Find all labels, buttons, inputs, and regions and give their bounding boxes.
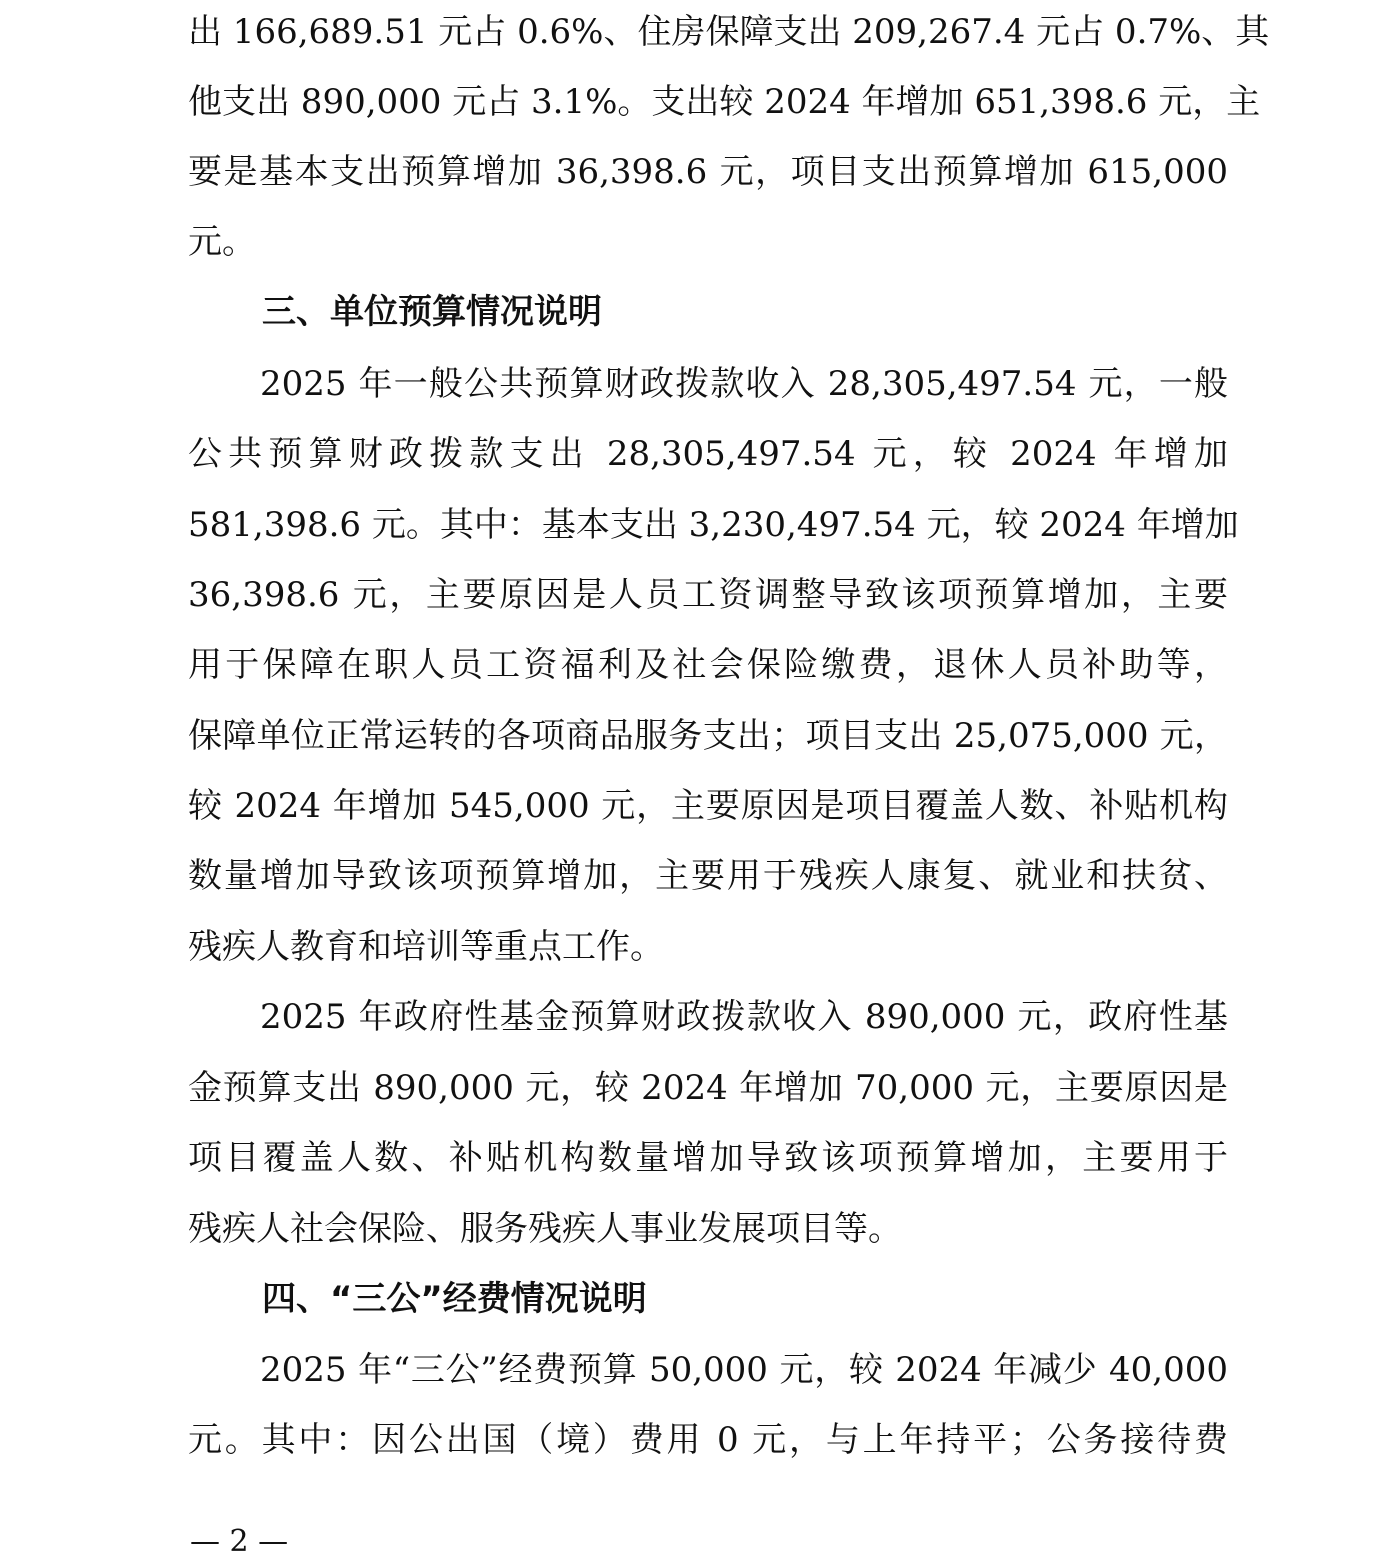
body-text-line: 36,398.6 元，主要原因是人员工资调整导致该项预算增加，主要 — [188, 575, 1228, 615]
body-text-line: 残疾人社会保险、服务残疾人事业发展项目等。 — [188, 1209, 902, 1249]
body-text-line: 2025 年一般公共预算财政拨款收入 28,305,497.54 元，一般 — [260, 364, 1228, 404]
body-text-line: 2025 年政府性基金预算财政拨款收入 890,000 元，政府性基 — [260, 997, 1228, 1037]
page-number: — 2 — — [190, 1524, 289, 1559]
body-text-line: 元。 — [188, 222, 256, 262]
body-text-line: 他支出 890,000 元占 3.1%。支出较 2024 年增加 651,398.6 元，主 — [188, 82, 1261, 122]
body-text-line: 项目覆盖人数、补贴机构数量增加导致该项预算增加，主要用于 — [188, 1138, 1228, 1178]
body-text-line: 数量增加导致该项预算增加，主要用于残疾人康复、就业和扶贫、 — [188, 856, 1228, 896]
body-text-line: 金预算支出 890,000 元，较 2024 年增加 70,000 元，主要原因是 — [188, 1068, 1228, 1108]
body-text-line: 出 166,689.51 元占 0.6%、住房保障支出 209,267.4 元占 0.7%、其 — [188, 12, 1270, 52]
body-text-line: 公共预算财政拨款支出 28,305,497.54 元，较 2024 年增加 — [188, 434, 1228, 474]
body-text-line: 2025 年“三公”经费预算 50,000 元，较 2024 年减少 40,000 — [260, 1350, 1228, 1390]
section-heading: 四、“三公”经费情况说明 — [262, 1279, 647, 1319]
body-text-line: 要是基本支出预算增加 36,398.6 元，项目支出预算增加 615,000 — [188, 152, 1228, 192]
body-text-line: 较 2024 年增加 545,000 元，主要原因是项目覆盖人数、补贴机构 — [188, 786, 1228, 826]
body-text-line: 581,398.6 元。其中：基本支出 3,230,497.54 元，较 2024 年增加 — [188, 505, 1239, 545]
section-heading: 三、单位预算情况说明 — [262, 292, 602, 332]
body-text-line: 保障单位正常运转的各项商品服务支出；项目支出 25,075,000 元， — [188, 716, 1228, 756]
body-text-line: 用于保障在职人员工资福利及社会保险缴费，退休人员补助等， — [188, 645, 1228, 685]
body-text-line: 残疾人教育和培训等重点工作。 — [188, 927, 664, 967]
body-text-line: 元。其中：因公出国（境）费用 0 元，与上年持平；公务接待费 — [188, 1420, 1228, 1460]
